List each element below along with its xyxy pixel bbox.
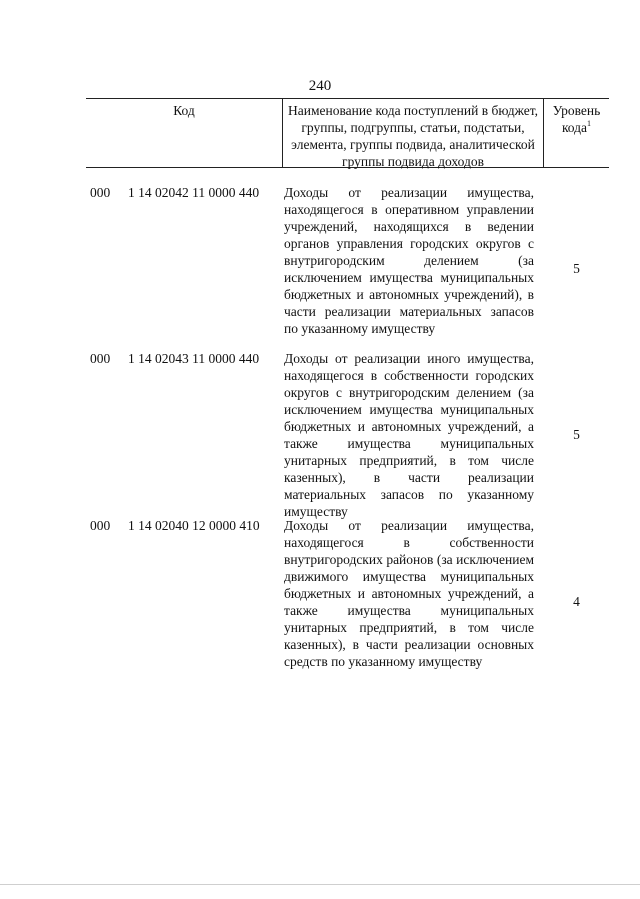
header-code: Код [173, 103, 195, 118]
revenue-name: Доходы от реализации иного имущества, находящегося в собственности городских округов с внутригородским делением (за исключением имущества муниципальных бюджетных и автономных учреждений, а также имущества муниципальных унитарных предприятий, в том числе казенных), в части реализации материальных запасов по указанному имуществу [284, 351, 534, 519]
revenue-code: 1 14 02043 11 0000 440 [128, 351, 260, 366]
code-level: 4 [573, 594, 580, 609]
page-number: 240 [308, 78, 332, 94]
table-header [86, 98, 609, 168]
admin-code: 000 [90, 518, 111, 533]
code-level: 5 [573, 261, 580, 276]
scan-edge-line [0, 884, 640, 885]
header-level-label: Уровень кода [552, 103, 601, 135]
admin-code: 000 [90, 185, 111, 200]
admin-code: 000 [90, 351, 111, 366]
revenue-code: 1 14 02040 12 0000 410 [128, 518, 260, 533]
revenue-name: Доходы от реализации имущества, находящегося в оперативном управлении учреждений, находящихся в ведении органов управления городских округов с внутригородским делением (за исключением имущества муниципальных бюджетных и автономных учреждений), в части реализации материальных запасов по указанному имуществу [284, 185, 534, 336]
revenue-name: Доходы от реализации имущества, находящегося в собственности внутригородских районов (за исключением движимого имущества муниципальных бюджетных и автономных учреждений, а также имущества муниципальных унитарных предприятий, в том числе казенных), в части реализации основных средств по указанному имуществу [284, 518, 534, 669]
revenue-code: 1 14 02042 11 0000 440 [128, 185, 260, 200]
code-level: 5 [573, 427, 580, 442]
header-name: Наименование кода поступлений в бюджет, группы, подгруппы, статьи, подстатьи, элемента, группы подвида, аналитической группы подвида доходов [282, 99, 544, 167]
header-level [544, 99, 609, 167]
header-level-footnote: 1 [587, 119, 592, 128]
